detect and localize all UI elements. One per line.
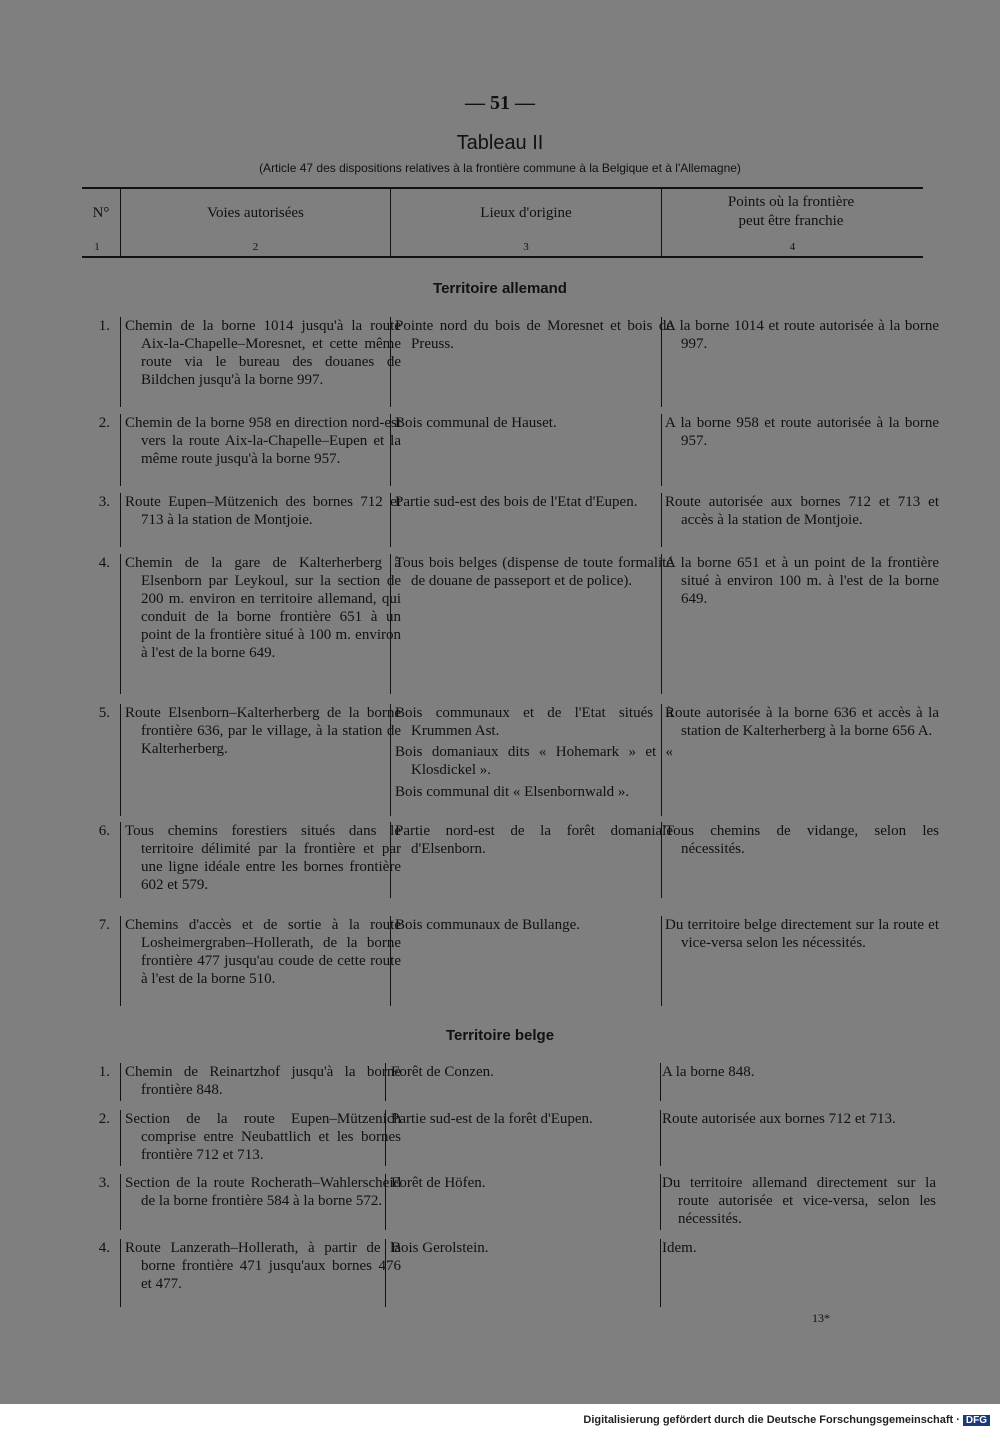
voies-cell: Chemin de la gare de Kalterherberg à Elsenborn par Leykoul, sur la section de 200 m. environ en territoire allemand, qui conduit de la borne frontière 651 à un point de la frontière situé à 100 m. environ à l'est de la borne 649. bbox=[125, 555, 401, 661]
header-col-no: N° bbox=[92, 205, 110, 221]
header-top-rule bbox=[82, 187, 923, 189]
footer-text: Digitalisierung gefördert durch die Deutsche Forschungsgemeinschaft · bbox=[583, 1414, 960, 1426]
section-title-belge: Territoire belge bbox=[445, 1027, 555, 1044]
row-divider bbox=[120, 317, 121, 407]
table-row bbox=[82, 1063, 923, 1101]
points-cell: A la borne 1014 et route autorisée à la borne 997. bbox=[665, 318, 939, 352]
header-col-points: Points où la frontière peut être franchie bbox=[727, 194, 855, 229]
lieux-cell: Partie nord-est de la forêt domaniale d'Elsenborn. bbox=[395, 823, 673, 857]
row-number: 1. bbox=[98, 318, 110, 334]
lieux-cell-3: Bois communal dit « Elsenbornwald ». bbox=[395, 784, 630, 800]
row-number: 3. bbox=[98, 1175, 110, 1191]
row-divider bbox=[120, 704, 121, 816]
row-number: 3. bbox=[98, 494, 110, 510]
lieux-cell: Bois communaux et de l'Etat situés à Krummen Ast. bbox=[395, 705, 673, 739]
voies-cell: Chemin de la borne 1014 jusqu'à la route Aix-la-Chapelle–Moresnet, et cette même route via le bureau des douanes de Bildchen jusqu'à la borne 997. bbox=[125, 318, 401, 388]
row-divider bbox=[120, 916, 121, 1006]
header-num-1: 1 bbox=[94, 241, 100, 253]
table-subtitle: (Article 47 des dispositions relatives à la frontière commune à la Belgique et à l'Allemagne) bbox=[259, 161, 741, 175]
header-num-2: 2 bbox=[252, 241, 259, 253]
header-num-4: 4 bbox=[789, 241, 796, 253]
lieux-cell: Tous bois belges (dispense de toute formalité de douane de passeport et de police). bbox=[395, 555, 673, 589]
table-row bbox=[82, 554, 939, 694]
lieux-cell: Forêt de Höfen. bbox=[391, 1175, 486, 1191]
points-cell: Route autorisée à la borne 636 et accès à la station de Kalterherberg à la borne 656 A. bbox=[665, 705, 939, 739]
voies-cell: Section de la route Rocherath–Wahlerscheid de la borne frontière 584 à la borne 572. bbox=[125, 1175, 401, 1209]
lieux-cell: Forêt de Conzen. bbox=[391, 1064, 494, 1080]
points-cell: Idem. bbox=[662, 1240, 697, 1256]
table-row bbox=[82, 493, 939, 547]
points-cell: Route autorisée aux bornes 712 et 713. bbox=[662, 1111, 896, 1127]
header-num-3: 3 bbox=[523, 241, 529, 253]
row-divider bbox=[120, 1063, 121, 1101]
table-row bbox=[82, 1239, 923, 1307]
points-cell: Tous chemins de vidange, selon les nécessités. bbox=[665, 823, 939, 857]
page-number: — 51 — bbox=[465, 92, 535, 114]
table-row bbox=[82, 704, 939, 816]
header-col-voies: Voies autorisées bbox=[207, 205, 304, 221]
table-row bbox=[82, 916, 939, 1006]
row-divider bbox=[120, 1239, 121, 1307]
lieux-cell: Bois communal de Hauset. bbox=[395, 415, 557, 431]
row-number: 2. bbox=[98, 415, 110, 431]
voies-cell: Chemins d'accès et de sortie à la route Losheimergraben–Hollerath, de la borne frontière 477 jusqu'au coude de cette route à l'est de la borne 510. bbox=[125, 917, 401, 987]
points-cell: A la borne 651 et à un point de la frontière situé à environ 100 m. à l'est de la borne 649. bbox=[665, 555, 939, 607]
table-row bbox=[82, 414, 939, 486]
voies-cell: Section de la route Eupen–Mützenich comprise entre Neubattlich et les bornes frontière 712 et 713. bbox=[125, 1111, 401, 1163]
points-cell: Route autorisée aux bornes 712 et 713 et accès à la station de Montjoie. bbox=[665, 494, 939, 528]
lieux-cell: Bois Gerolstein. bbox=[391, 1240, 489, 1256]
row-divider bbox=[120, 554, 121, 694]
table-row bbox=[82, 822, 939, 898]
voies-cell: Route Elsenborn–Kalterherberg de la borne frontière 636, par le village, à la station de Kalterherberg. bbox=[125, 705, 401, 757]
row-number: 1. bbox=[98, 1064, 110, 1080]
digitization-footer bbox=[583, 1414, 990, 1426]
voies-cell: Route Lanzerath–Hollerath, à partir de la borne frontière 471 jusqu'aux bornes 476 et 477. bbox=[125, 1240, 401, 1292]
lieux-cell: Partie sud-est de la forêt d'Eupen. bbox=[391, 1111, 593, 1127]
lieux-cell: Bois communaux de Bullange. bbox=[395, 917, 580, 933]
points-cell: Du territoire belge directement sur la route et vice-versa selon les nécessités. bbox=[665, 917, 939, 951]
lieux-cell: Pointe nord du bois de Moresnet et bois de Preuss. bbox=[395, 318, 673, 352]
lieux-cell-2: Bois domaniaux dits « Hohemark » et « Klosdickel ». bbox=[395, 744, 673, 778]
table-title: Tableau II bbox=[456, 132, 544, 154]
row-divider bbox=[120, 1174, 121, 1230]
row-divider bbox=[120, 1110, 121, 1166]
voies-cell: Tous chemins forestiers situés dans le territoire délimité par la frontière et par une ligne idéale entre les bornes frontière 602 et 579. bbox=[125, 823, 401, 893]
voies-cell: Chemin de Reinartzhof jusqu'à la borne frontière 848. bbox=[125, 1064, 401, 1098]
table-row bbox=[82, 1110, 923, 1166]
row-number: 6. bbox=[98, 823, 110, 839]
lieux-cell: Partie sud-est des bois de l'Etat d'Eupen. bbox=[395, 494, 638, 510]
header-col-lieux: Lieux d'origine bbox=[480, 205, 572, 221]
row-number: 7. bbox=[98, 917, 110, 933]
table-row bbox=[82, 317, 939, 407]
row-divider bbox=[120, 493, 121, 547]
row-number: 2. bbox=[98, 1111, 110, 1127]
folio-mark: 13* bbox=[812, 1311, 830, 1325]
section-title-allemand: Territoire allemand bbox=[433, 280, 567, 297]
points-cell: A la borne 958 et route autorisée à la borne 957. bbox=[665, 415, 939, 449]
row-number: 5. bbox=[98, 705, 110, 721]
voies-cell: Route Eupen–Mützenich des bornes 712 et 713 à la station de Montjoie. bbox=[125, 494, 401, 528]
row-divider bbox=[120, 822, 121, 898]
points-cell: A la borne 848. bbox=[662, 1064, 755, 1080]
row-number: 4. bbox=[98, 555, 110, 571]
table-row bbox=[82, 1174, 936, 1230]
dfg-logo: DFG bbox=[963, 1415, 990, 1426]
points-cell: Du territoire allemand directement sur la route autorisée et vice-versa, selon les nécessités. bbox=[662, 1175, 936, 1227]
row-number: 4. bbox=[98, 1240, 110, 1256]
header-bottom-rule bbox=[82, 256, 923, 258]
row-divider bbox=[120, 414, 121, 486]
voies-cell: Chemin de la borne 958 en direction nord-est vers la route Aix-la-Chapelle–Eupen et la même route jusqu'à la borne 957. bbox=[125, 415, 401, 467]
